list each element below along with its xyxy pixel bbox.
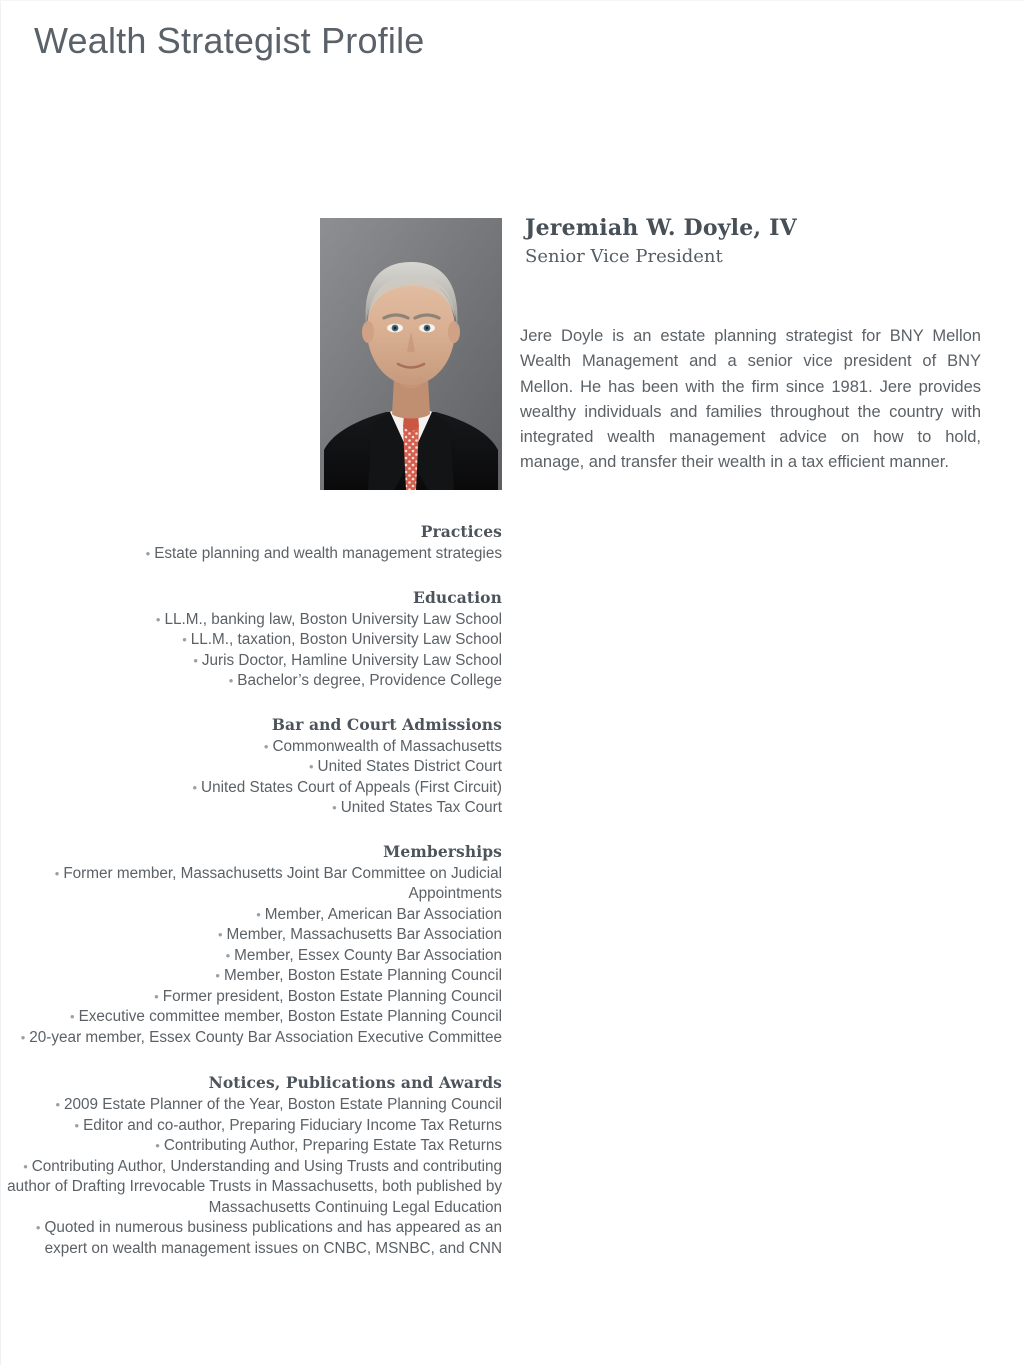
list-item <box>1 864 502 905</box>
section-heading: Practices <box>420 522 502 541</box>
bullet-icon: • <box>193 652 198 668</box>
list-item-label: Member, Boston Estate Planning Council <box>223 967 502 984</box>
list-item <box>1 925 502 946</box>
list-item-label: United States District Court <box>317 758 502 775</box>
bullet-icon: • <box>192 779 198 795</box>
bullet-icon: • <box>263 738 269 754</box>
list-item-label: Executive committee member, Boston Estate Planning Council <box>78 1008 502 1025</box>
list-item <box>1 966 502 987</box>
section-education <box>1 587 502 692</box>
list-item-label: Editor and co-author, Preparing Fiduciary Income Tax Returns <box>83 1116 502 1134</box>
list-item-label: Quoted in numerous business publications and has appeared as an expert on wealth management issues on CNBC, MSNBC, and CNN <box>44 1219 502 1257</box>
section-list <box>1 544 502 565</box>
person-role: Senior Vice President <box>525 246 723 267</box>
list-item-label: Bachelor’s degree, Providence College <box>237 672 502 689</box>
list-item <box>1 610 502 631</box>
section-memberships <box>1 841 502 1049</box>
section-list <box>1 864 502 1049</box>
section-practices <box>1 521 502 565</box>
list-item-label: Contributing Author, Understanding and Using Trusts and contributing author of Drafting Irrevocable Trusts in Massachusetts, both published by Massachusetts Continuing Legal Education <box>7 1157 502 1216</box>
headshot-portrait-icon <box>320 218 502 490</box>
list-item <box>1 1136 502 1157</box>
list-item-label: United States Tax Court <box>340 799 502 816</box>
list-item-label: United States Court of Appeals (First Circuit) <box>201 778 502 796</box>
list-item <box>1 1028 502 1049</box>
bullet-icon: • <box>54 865 60 881</box>
name-block <box>525 213 985 270</box>
bullet-icon: • <box>228 673 234 688</box>
profile-photo <box>320 218 502 490</box>
list-item-label: 20-year member, Essex County Bar Association Executive Committee <box>29 1028 502 1046</box>
list-item-label: LL.M., banking law, Boston University Law School <box>164 610 502 628</box>
list-item <box>1 987 502 1008</box>
list-item-label: 2009 Estate Planner of the Year, Boston Estate Planning Council <box>64 1096 502 1113</box>
list-item-label: Commonwealth of Massachusetts <box>272 737 502 755</box>
bullet-icon: • <box>215 968 220 983</box>
list-item <box>1 630 502 651</box>
bullet-icon: • <box>154 988 159 1004</box>
section-bar-and-court-admissions <box>1 714 502 819</box>
list-item <box>1 778 502 799</box>
list-item-label: Member, American Bar Association <box>264 905 502 923</box>
bullet-icon: • <box>308 759 314 774</box>
section-heading: Notices, Publications and Awards <box>208 1073 502 1092</box>
list-item <box>1 1095 502 1116</box>
bullet-icon: • <box>55 1097 61 1112</box>
list-item <box>1 671 502 692</box>
section-list <box>1 1095 502 1259</box>
list-item <box>1 798 502 819</box>
list-item-label: LL.M., taxation, Boston University Law School <box>190 631 502 648</box>
section-notices-publications-and-awards <box>1 1072 502 1259</box>
list-item-label: Member, Massachusetts Bar Association <box>226 926 502 943</box>
list-item-label: Juris Doctor, Hamline University Law School <box>201 651 502 669</box>
bullet-icon: • <box>23 1158 28 1174</box>
bullet-icon: • <box>20 1029 26 1045</box>
page-title: Wealth Strategist Profile <box>34 20 425 61</box>
bullet-icon: • <box>70 1009 75 1024</box>
list-item-label: Contributing Author, Preparing Estate Tax Returns <box>163 1137 502 1154</box>
bullet-icon: • <box>256 906 261 922</box>
list-item <box>1 737 502 758</box>
credential-sections <box>1 521 502 1259</box>
bullet-icon: • <box>332 800 337 815</box>
section-list <box>1 610 502 692</box>
list-item-label: Former member, Massachusetts Joint Bar Committee on Judicial Appointments <box>63 864 502 902</box>
bullet-icon: • <box>74 1117 80 1133</box>
list-item-label: Member, Essex County Bar Association <box>234 946 502 964</box>
section-heading: Education <box>413 587 502 607</box>
section-heading: Bar and Court Admissions <box>271 714 502 734</box>
list-item-label: Former president, Boston Estate Planning Council <box>162 987 502 1005</box>
list-item <box>1 946 502 967</box>
profile-bio: Jere Doyle is an estate planning strategist for BNY Mellon Wealth Management and a senior vice president of BNY Mellon. He has been with the firm since 1981. Jere provides wealthy individuals and families throughout the country with integrated wealth management advice on how to hold, manage, and transfer their wealth in a tax efficient manner. <box>520 327 981 472</box>
list-item <box>1 1218 502 1259</box>
list-item <box>1 757 502 778</box>
list-item <box>1 1116 502 1137</box>
person-name: Jeremiah W. Doyle, IV <box>525 215 797 241</box>
list-item-label: Estate planning and wealth management strategies <box>154 545 502 562</box>
bullet-icon: • <box>145 546 151 561</box>
bullet-icon: • <box>217 927 223 942</box>
bullet-icon: • <box>155 611 161 627</box>
bullet-icon: • <box>225 947 231 963</box>
section-heading: Memberships <box>383 841 502 861</box>
list-item <box>1 1007 502 1028</box>
section-list <box>1 737 502 819</box>
list-item <box>1 905 502 926</box>
list-item <box>1 651 502 672</box>
bullet-icon: • <box>182 632 187 647</box>
list-item <box>1 544 502 565</box>
bullet-icon: • <box>35 1220 41 1235</box>
bullet-icon: • <box>155 1138 160 1153</box>
list-item <box>1 1157 502 1219</box>
